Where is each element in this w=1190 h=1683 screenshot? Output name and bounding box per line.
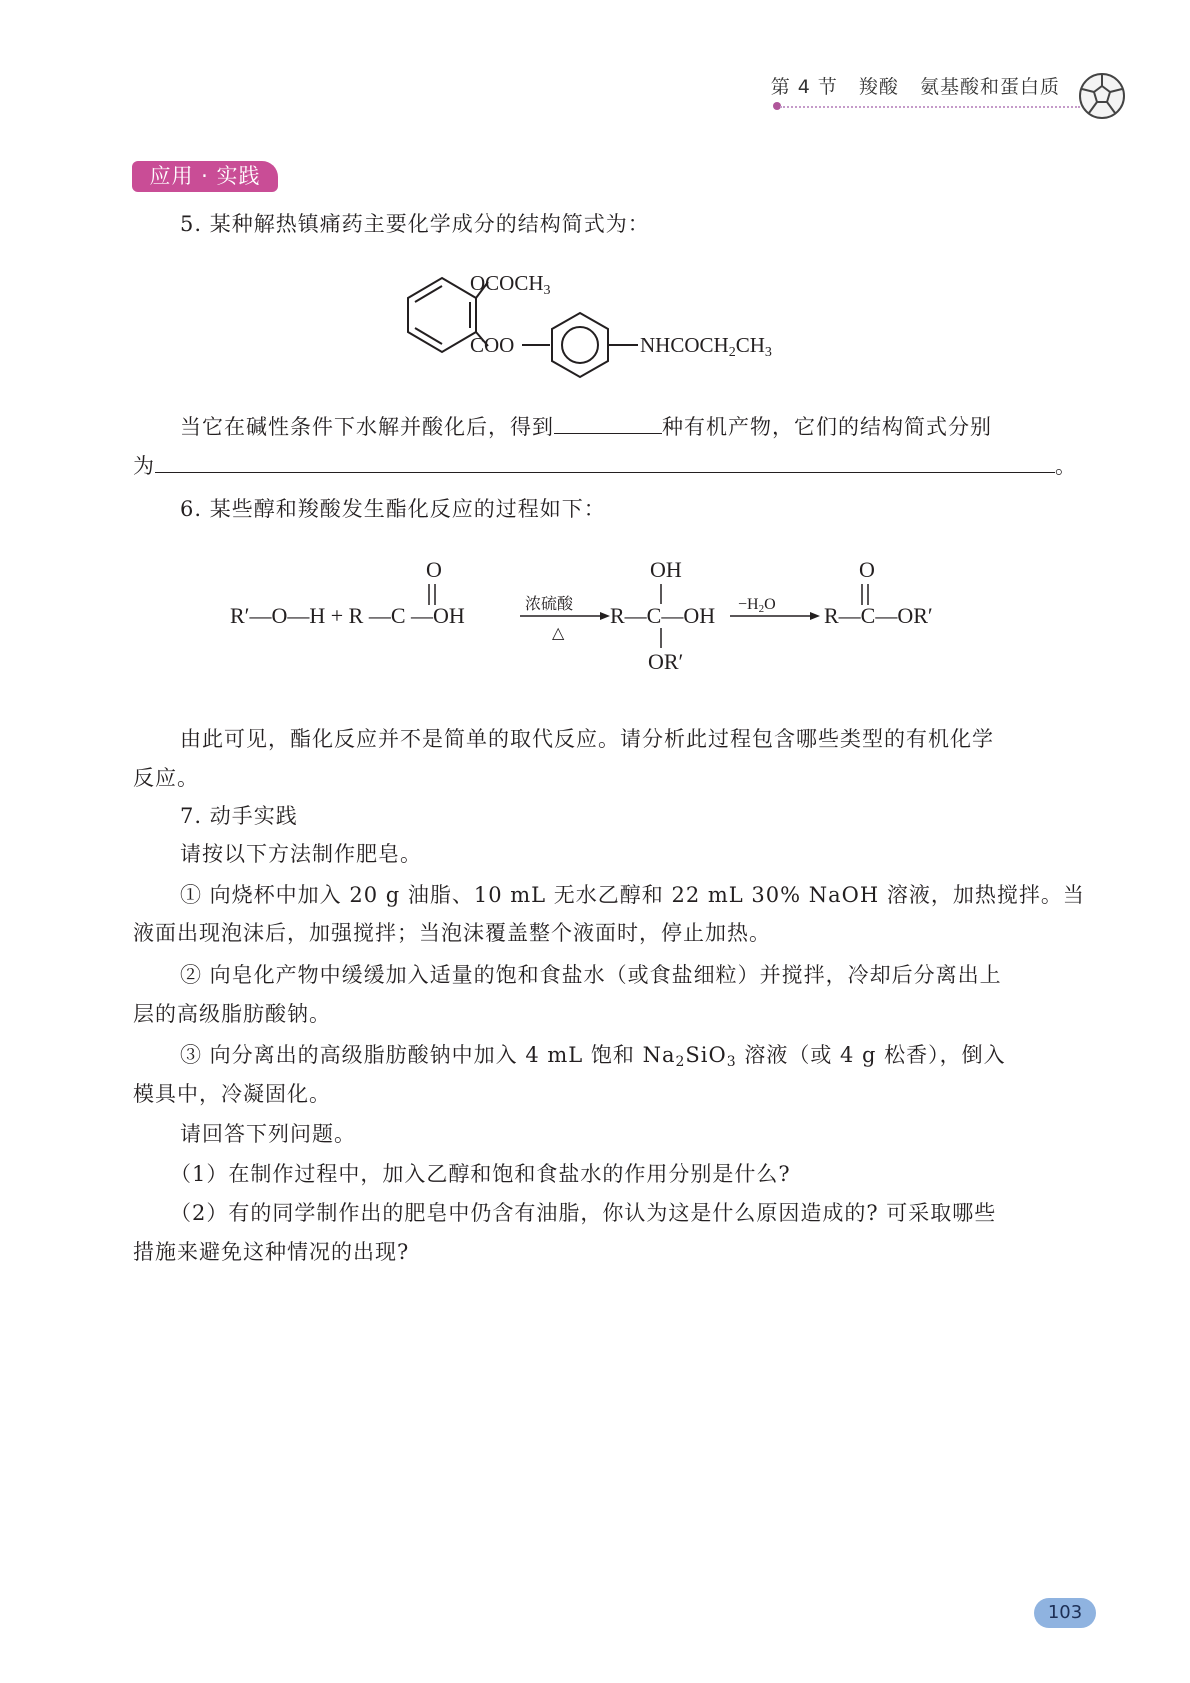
nh-group <box>640 333 772 358</box>
or-bottom: OR′ <box>648 649 684 674</box>
nh-sub2: 3 <box>764 345 772 360</box>
page-number: 103 <box>1034 1598 1096 1628</box>
q5-line1-a: 当它在碱性条件下水解并酸化后，得到 <box>180 415 554 439</box>
intermediate-text: R—C—OH <box>610 603 716 628</box>
coo-group: COO <box>470 333 515 357</box>
nh-text-b: CH <box>735 333 765 357</box>
q7-step3-line2: 模具中，冷凝固化。 <box>133 1082 331 1106</box>
header-title-part2: 氨基酸和蛋白质 <box>919 76 1060 98</box>
o-top-1: O <box>426 557 442 582</box>
q7-step2-line1: ② 向皂化产物中缓缓加入适量的饱和食盐水（或食盐细粒）并搅拌，冷却后分离出上 <box>180 963 1002 987</box>
section-tag: 应用 · 实践 <box>132 161 278 192</box>
q7-subq2-line2: 措施来避免这种情况的出现? <box>133 1240 410 1264</box>
header-divider <box>780 106 1080 108</box>
q7-step2-line2: 层的高级脂肪酸钠。 <box>133 1002 331 1026</box>
running-header <box>757 72 1060 99</box>
step3-sub2: 3 <box>726 1054 737 1070</box>
q7-intro: 请按以下方法制作肥皂。 <box>180 842 422 866</box>
step3-a: ③ 向分离出的高级脂肪酸钠中加入 4 mL 饱和 Na <box>180 1043 676 1067</box>
q5-line2-end: 。 <box>1055 454 1077 478</box>
nh-sub1: 2 <box>728 345 736 360</box>
step3-b: SiO <box>685 1043 727 1067</box>
q6-stem: 6. 某些醇和羧酸发生酯化反应的过程如下： <box>180 497 606 521</box>
cond-bottom: △ <box>552 625 565 642</box>
header-section: 第 4 节 <box>770 76 838 98</box>
product-text: R—C—OR′ <box>824 603 933 628</box>
q6-line1: 由此可见，酯化反应并不是简单的取代反应。请分析此过程包含哪些类型的有机化学 <box>180 727 994 751</box>
q7-step1-line2: 液面出现泡沫后，加强搅拌；当泡沫覆盖整个液面时，停止加热。 <box>133 921 771 945</box>
q5-blank-count[interactable] <box>554 433 662 434</box>
fullerene-icon <box>1078 72 1126 120</box>
oh-top: OH <box>650 557 682 582</box>
ococh3-sub: 3 <box>543 283 551 298</box>
step3-sub1: 2 <box>675 1054 686 1070</box>
esterification-scheme <box>230 548 990 688</box>
ococh3-text: OCOCH <box>470 271 544 295</box>
nh-text-a: NHCOCH <box>640 333 729 357</box>
q7-step3-line1 <box>180 1039 1006 1069</box>
reactants-text: R′—O—H + R —C —OH <box>230 603 465 628</box>
q5-stem: 5. 某种解热镇痛药主要化学成分的结构简式为： <box>180 212 650 236</box>
q5-line1-b: 种有机产物，它们的结构简式分别 <box>662 415 992 439</box>
benzene-ring-right <box>520 305 640 385</box>
q5-line2-a: 为 <box>133 454 155 478</box>
cond-top: 浓硫酸 <box>525 596 574 613</box>
q5-line2 <box>133 450 1077 480</box>
q7-subq2-line1: （2）有的同学制作出的肥皂中仍含有油脂，你认为这是什么原因造成的? 可采取哪些 <box>170 1201 997 1225</box>
q6-line2: 反应。 <box>133 766 199 790</box>
o-top-2: O <box>859 557 875 582</box>
q7-ask: 请回答下列问题。 <box>180 1122 356 1146</box>
header-title-part1: 羧酸 <box>858 76 899 98</box>
ococh3-group <box>470 271 551 296</box>
q5-line1 <box>180 411 992 441</box>
minus-h2o: −H2O <box>738 596 776 615</box>
step3-c: 溶液（或 4 g 松香），倒入 <box>736 1043 1006 1067</box>
q7-step1-line1: ① 向烧杯中加入 20 g 油脂、10 mL 无水乙醇和 22 mL 30% NaOH 溶液，加热搅拌。当 <box>180 883 1085 907</box>
q7-subq1: （1）在制作过程中，加入乙醇和饱和食盐水的作用分别是什么? <box>170 1162 791 1186</box>
q7-title: 7. 动手实践 <box>180 804 298 828</box>
q5-blank-structures[interactable] <box>155 472 1055 473</box>
